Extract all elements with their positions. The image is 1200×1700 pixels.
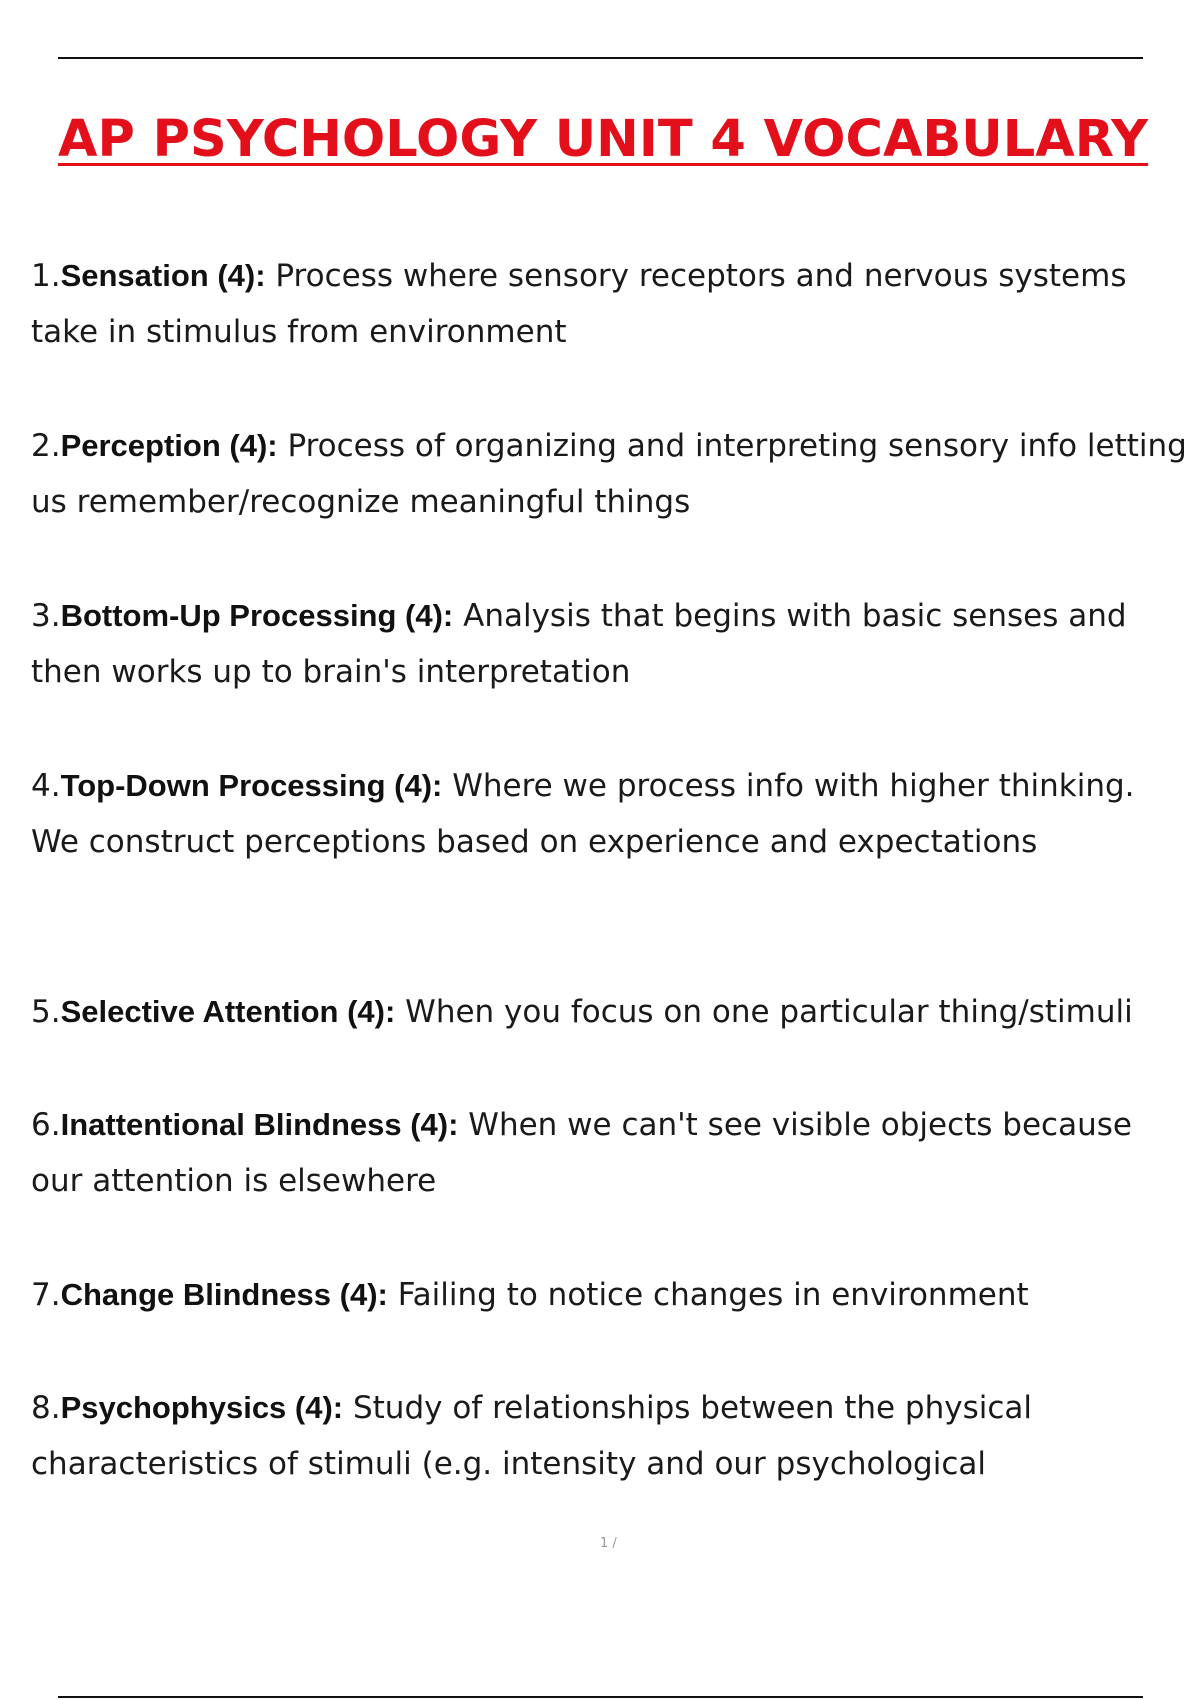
entry-term: Inattentional Blindness (4):	[60, 1107, 459, 1142]
entry-number: 2.	[31, 428, 61, 464]
entry-number: 5.	[31, 994, 61, 1030]
vocab-entry-3	[31, 588, 1191, 700]
bottom-rule	[58, 1696, 1143, 1698]
vocab-entry-5	[31, 984, 1191, 1040]
vocab-entry-4	[31, 758, 1191, 870]
entry-term: Sensation (4):	[60, 258, 266, 293]
entry-definition: When we can't see visible objects because our attention is elsewhere	[31, 1107, 1132, 1199]
vocab-entry-7	[31, 1267, 1191, 1323]
entry-term: Change Blindness (4):	[60, 1277, 388, 1312]
entry-number: 6.	[31, 1107, 61, 1143]
entry-definition: Process of organizing and interpreting sensory info letting us remember/recognize meaningful things	[31, 428, 1187, 520]
entry-definition: When you focus on one particular thing/stimuli	[395, 994, 1133, 1030]
entry-definition: Process where sensory receptors and nervous systems take in stimulus from environment	[31, 258, 1127, 350]
entry-number: 3.	[31, 598, 61, 634]
vocab-entry-2	[31, 418, 1191, 530]
entry-definition: Failing to notice changes in environment	[387, 1277, 1029, 1313]
vocab-entry-1	[31, 248, 1191, 360]
page-number: 1 /	[600, 1536, 617, 1551]
vocab-entry-6	[31, 1097, 1191, 1209]
entry-definition: Where we process info with higher thinking. We construct perceptions based on experience and expectations	[31, 768, 1135, 860]
entry-term: Top-Down Processing (4):	[60, 768, 443, 803]
entry-term: Bottom-Up Processing (4):	[60, 598, 454, 633]
vocab-entry-8	[31, 1380, 1191, 1492]
entry-number: 8.	[31, 1390, 61, 1426]
entry-number: 1.	[31, 258, 61, 294]
entry-definition: Study of relationships between the physical characteristics of stimuli (e.g. intensity and our psychological	[31, 1390, 1033, 1482]
entry-term: Selective Attention (4):	[60, 994, 396, 1029]
entry-number: 4.	[31, 768, 61, 804]
entry-number: 7.	[31, 1277, 61, 1313]
page-title: AP PSYCHOLOGY UNIT 4 VOCABULARY	[58, 110, 1149, 169]
entry-definition: Analysis that begins with basic senses and then works up to brain's interpretation	[31, 598, 1127, 690]
entry-term: Psychophysics (4):	[60, 1390, 344, 1425]
entry-term: Perception (4):	[60, 428, 278, 463]
top-rule	[58, 57, 1143, 59]
